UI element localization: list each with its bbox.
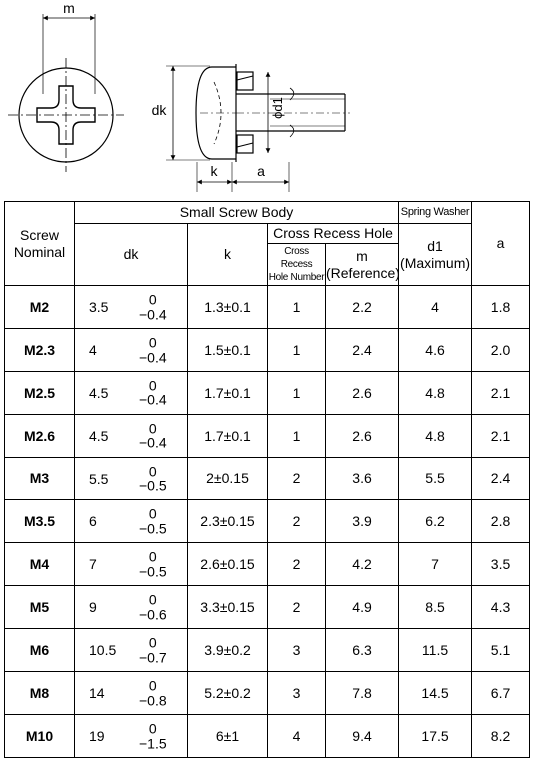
cell-a: 3.5 bbox=[472, 543, 530, 586]
cell-a: 6.7 bbox=[472, 672, 530, 715]
table-row bbox=[5, 457, 530, 500]
dk-tolerance-upper: 0 bbox=[148, 591, 157, 608]
header-k: k bbox=[188, 224, 268, 286]
dk-tolerance-upper: 0 bbox=[148, 677, 157, 694]
cell-dk bbox=[75, 371, 188, 414]
cell-a: 2.8 bbox=[472, 500, 530, 543]
cell-recess-number: 3 bbox=[268, 629, 326, 672]
dk-tolerance-lower: −0.6 bbox=[139, 606, 167, 623]
cell-nominal: M10 bbox=[5, 714, 75, 757]
dk-tolerance bbox=[139, 592, 167, 621]
cell-k: 5.2±0.2 bbox=[188, 672, 268, 715]
header-cross-recess-hole: Cross Recess Hole bbox=[268, 224, 399, 244]
cell-nominal: M2 bbox=[5, 286, 75, 329]
cell-dk bbox=[75, 714, 188, 757]
table-row bbox=[5, 500, 530, 543]
cell-m: 2.4 bbox=[326, 328, 399, 371]
cell-d1: 14.5 bbox=[399, 672, 472, 715]
cell-d1: 11.5 bbox=[399, 629, 472, 672]
cell-m: 6.3 bbox=[326, 629, 399, 672]
table-row bbox=[5, 286, 530, 329]
cell-recess-number: 2 bbox=[268, 457, 326, 500]
cell-a: 2.1 bbox=[472, 371, 530, 414]
cell-m: 2.2 bbox=[326, 286, 399, 329]
cell-m: 3.6 bbox=[326, 457, 399, 500]
cell-a: 2.0 bbox=[472, 328, 530, 371]
cell-dk bbox=[75, 629, 188, 672]
dk-value: 3.5 bbox=[89, 298, 109, 315]
cell-d1: 7 bbox=[399, 543, 472, 586]
dk-tolerance-lower: −0.4 bbox=[139, 391, 167, 408]
cell-d1: 4.6 bbox=[399, 328, 472, 371]
dk-value: 6 bbox=[89, 513, 97, 530]
label-a: a bbox=[257, 163, 265, 179]
label-m: m bbox=[63, 0, 75, 16]
cell-dk bbox=[75, 457, 188, 500]
dk-value: 4.5 bbox=[89, 427, 109, 444]
cell-nominal: M3 bbox=[5, 457, 75, 500]
cell-dk bbox=[75, 328, 188, 371]
cell-nominal: M2.6 bbox=[5, 414, 75, 457]
dk-value: 9 bbox=[89, 599, 97, 616]
dk-tolerance bbox=[139, 550, 167, 579]
header-small-screw-body: Small Screw Body bbox=[75, 202, 399, 224]
dk-value: 4.5 bbox=[89, 384, 109, 401]
cell-m: 2.6 bbox=[326, 371, 399, 414]
dk-tolerance bbox=[139, 464, 167, 493]
cell-dk bbox=[75, 414, 188, 457]
cell-d1: 4.8 bbox=[399, 414, 472, 457]
dk-tolerance bbox=[139, 507, 167, 536]
cell-dk bbox=[75, 586, 188, 629]
dk-tolerance-lower: −0.4 bbox=[139, 348, 167, 365]
cell-d1: 17.5 bbox=[399, 714, 472, 757]
dk-tolerance-upper: 0 bbox=[148, 334, 157, 351]
cell-d1: 5.5 bbox=[399, 457, 472, 500]
dk-value: 14 bbox=[89, 684, 105, 701]
cell-m: 9.4 bbox=[326, 714, 399, 757]
cell-recess-number: 1 bbox=[268, 371, 326, 414]
label-dk: dk bbox=[151, 102, 167, 118]
cell-recess-number: 2 bbox=[268, 500, 326, 543]
cell-dk bbox=[75, 500, 188, 543]
table-row bbox=[5, 629, 530, 672]
cell-dk bbox=[75, 543, 188, 586]
cell-a: 2.1 bbox=[472, 414, 530, 457]
label-k: k bbox=[210, 163, 218, 179]
cell-k: 3.3±0.15 bbox=[188, 586, 268, 629]
cell-k: 1.7±0.1 bbox=[188, 371, 268, 414]
cell-recess-number: 1 bbox=[268, 286, 326, 329]
cell-nominal: M2.5 bbox=[5, 371, 75, 414]
cell-nominal: M3.5 bbox=[5, 500, 75, 543]
dk-tolerance-lower: −0.5 bbox=[139, 520, 167, 537]
dk-tolerance-lower: −1.5 bbox=[139, 734, 167, 751]
dk-value: 4 bbox=[89, 341, 97, 358]
cell-d1: 4 bbox=[399, 286, 472, 329]
cell-a: 1.8 bbox=[472, 286, 530, 329]
dk-tolerance-lower: −0.5 bbox=[139, 477, 167, 494]
cell-nominal: M6 bbox=[5, 629, 75, 672]
cell-dk bbox=[75, 672, 188, 715]
top-view bbox=[8, 0, 124, 172]
dk-tolerance-upper: 0 bbox=[148, 548, 157, 565]
cell-a: 8.2 bbox=[472, 714, 530, 757]
cell-m: 3.9 bbox=[326, 500, 399, 543]
cell-a: 2.4 bbox=[472, 457, 530, 500]
side-view bbox=[152, 64, 350, 192]
dk-tolerance-upper: 0 bbox=[148, 634, 157, 651]
cell-d1: 8.5 bbox=[399, 586, 472, 629]
cell-a: 5.1 bbox=[472, 629, 530, 672]
cell-m: 2.6 bbox=[326, 414, 399, 457]
dk-tolerance-lower: −0.4 bbox=[139, 434, 167, 451]
cell-k: 2.6±0.15 bbox=[188, 543, 268, 586]
header-d1-maximum: d1 (Maximum) bbox=[399, 224, 472, 286]
table-row bbox=[5, 371, 530, 414]
dk-tolerance-upper: 0 bbox=[148, 720, 157, 737]
table-row bbox=[5, 543, 530, 586]
cell-recess-number: 4 bbox=[268, 714, 326, 757]
cell-recess-number: 3 bbox=[268, 672, 326, 715]
header-spring-washer: Spring Washer bbox=[399, 202, 472, 224]
header-dk: dk bbox=[75, 224, 188, 286]
dk-tolerance bbox=[139, 421, 167, 450]
cell-k: 1.7±0.1 bbox=[188, 414, 268, 457]
table-row bbox=[5, 672, 530, 715]
cell-nominal: M5 bbox=[5, 586, 75, 629]
dk-value: 10.5 bbox=[89, 642, 117, 659]
dk-tolerance bbox=[139, 378, 167, 407]
cell-k: 1.3±0.1 bbox=[188, 286, 268, 329]
header-a: a bbox=[472, 202, 530, 286]
cell-dk bbox=[75, 286, 188, 329]
cell-m: 4.2 bbox=[326, 543, 399, 586]
dk-tolerance bbox=[139, 335, 167, 364]
dk-tolerance-lower: −0.5 bbox=[139, 563, 167, 580]
dk-tolerance-upper: 0 bbox=[148, 505, 157, 522]
cell-nominal: M8 bbox=[5, 672, 75, 715]
table-row bbox=[5, 328, 530, 371]
dk-tolerance bbox=[139, 721, 167, 750]
cell-k: 2.3±0.15 bbox=[188, 500, 268, 543]
dk-value: 19 bbox=[89, 727, 105, 744]
screw-dimension-drawing bbox=[0, 0, 533, 198]
cell-recess-number: 2 bbox=[268, 543, 326, 586]
label-d1: ϕd1 bbox=[270, 97, 285, 119]
header-screw-nominal: Screw Nominal bbox=[5, 202, 75, 286]
dk-value: 5.5 bbox=[89, 470, 109, 487]
dk-tolerance bbox=[139, 292, 167, 321]
cell-m: 7.8 bbox=[326, 672, 399, 715]
dk-tolerance-upper: 0 bbox=[148, 462, 157, 479]
dk-tolerance-lower: −0.4 bbox=[139, 305, 167, 322]
cell-k: 2±0.15 bbox=[188, 457, 268, 500]
dk-tolerance-lower: −0.7 bbox=[139, 649, 167, 666]
dk-tolerance bbox=[139, 635, 167, 664]
table-row bbox=[5, 586, 530, 629]
dk-value: 7 bbox=[89, 556, 97, 573]
table-row bbox=[5, 714, 530, 757]
cell-d1: 4.8 bbox=[399, 371, 472, 414]
dk-tolerance-upper: 0 bbox=[148, 377, 157, 394]
dk-tolerance-upper: 0 bbox=[148, 291, 157, 308]
cell-m: 4.9 bbox=[326, 586, 399, 629]
table-row bbox=[5, 414, 530, 457]
cell-nominal: M2.3 bbox=[5, 328, 75, 371]
header-m-reference: m (Reference) bbox=[326, 244, 399, 286]
dk-tolerance bbox=[139, 678, 167, 707]
cell-recess-number: 1 bbox=[268, 414, 326, 457]
cell-k: 1.5±0.1 bbox=[188, 328, 268, 371]
cell-nominal: M4 bbox=[5, 543, 75, 586]
cell-recess-number: 1 bbox=[268, 328, 326, 371]
dk-tolerance-upper: 0 bbox=[148, 419, 157, 436]
screw-spec-table bbox=[4, 201, 530, 758]
cell-a: 4.3 bbox=[472, 586, 530, 629]
cell-d1: 6.2 bbox=[399, 500, 472, 543]
cell-k: 6±1 bbox=[188, 714, 268, 757]
dk-tolerance-lower: −0.8 bbox=[139, 691, 167, 708]
cell-k: 3.9±0.2 bbox=[188, 629, 268, 672]
header-cross-recess-hole-number: Cross Recess Hole Number bbox=[268, 244, 326, 286]
cell-recess-number: 2 bbox=[268, 586, 326, 629]
